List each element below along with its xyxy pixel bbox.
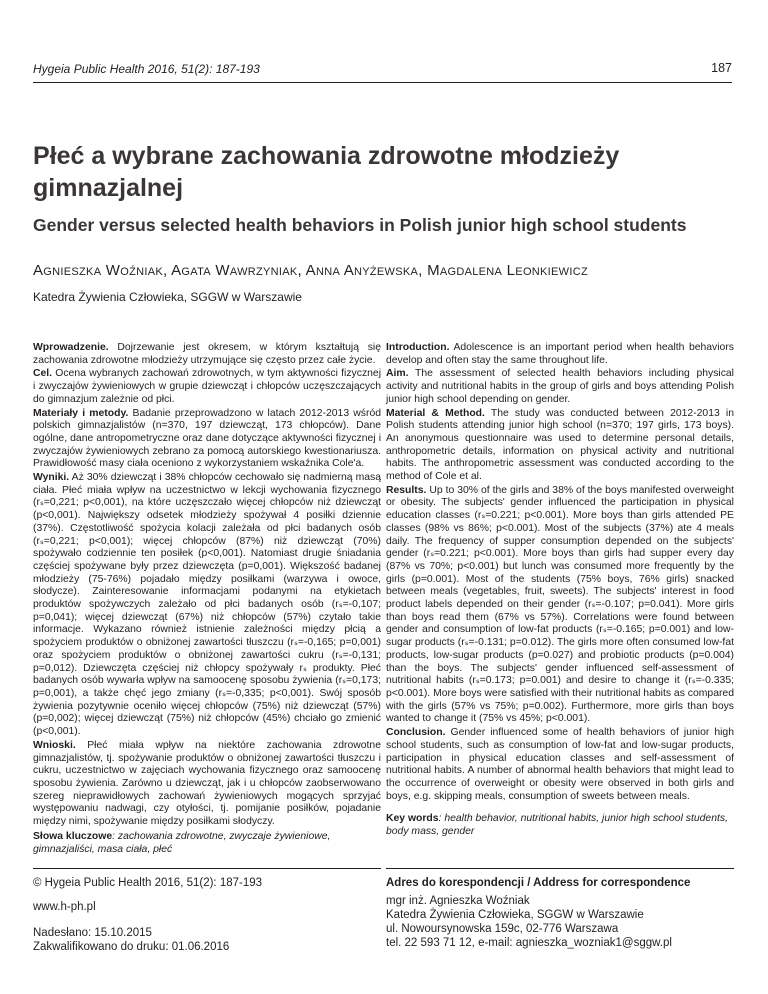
article-subtitle: Gender versus selected health behaviors in Polish junior high school students <box>33 215 687 235</box>
keywords-head: Słowa kluczowe <box>33 831 113 842</box>
keywords-english <box>386 813 734 838</box>
accepted-date: Zakwalifikowano do druku: 01.06.2016 <box>33 941 230 953</box>
authors: Agnieszka Woźniak, Agata Wawrzyniak, Anna Anyżewska, Magdalena Leonkiewicz <box>33 262 588 279</box>
section-text: Up to 30% of the girls and 38% of the boys manifested overweight or obesity. The subjects' gender influenced the participation in physical education classes (rₛ=0.221; p<0.001). More boys than girls attended PE classes (98% vs 86%; p<0.001). Most of the subjects (37%) ate 4 meals daily. The frequency of supper consumption depended on the subjects' gender (rₛ=0.221; p<0.001). More boys than girls had supper every day (87% vs 70%; p<0.001) but lunch was consumed more frequently by the girls (p=0.001). Most of the students (75% boys, 76% girls) snacked between meals (vegetables, fruit, sweets). The subjects' interest in food product labels depended on their gender (rₛ=-0.107; p=0.041). More girls than boys read them (67% vs 57%). Correlations were found between gender and consumption of low-fat products (rₛ=-0.165; p=0.001) and low-sugar products (rₛ=-0.131; p=0.012). The girls more often consumed low-fat products, low-sugar products (p=0.027) and probiotic products (p=0.004) than the boys. The subjects' gender influenced self-assessment of nutritional habits (rₛ=0.173; p=0.001) and desire to change it (rₛ=-0.335; p<0.001). More boys were satisfied with their nutritional habits as compared with the girls (57% vs 75%; p=0.002). Furthermore, more girls than boys wanted to change it (75% vs 45%; p<0.001). <box>386 484 734 725</box>
affiliation: Katedra Żywienia Człowieka, SGGW w Warszawie <box>33 290 302 304</box>
keywords-text: : health behavior, nutritional habits, junior high school students, body mass, gender <box>386 813 728 838</box>
correspondence-contact: tel. 22 593 71 12, e-mail: agnieszka_wozniak1@sggw.pl <box>386 937 672 949</box>
abstract-polish <box>33 342 381 830</box>
section-head: Aim. <box>386 368 409 380</box>
footer-rule-right <box>386 868 734 869</box>
correspondence-name: mgr inż. Agnieszka Woźniak <box>386 895 530 907</box>
page-number: 187 <box>711 61 732 75</box>
section-head: Cel. <box>33 368 53 380</box>
abstract-en-conclusion <box>386 727 734 803</box>
abstract-english <box>386 342 734 840</box>
section-head: Materiały i metody. <box>33 407 129 419</box>
section-text: The assessment of selected health behaviors including physical activity and nutritional habits in the group of girls and boys attending Polish junior high school depending on gender. <box>386 368 734 405</box>
section-text: Ocena wybranych zachowań zdrowotnych, w tym aktywności fizycznej i zwyczajów żywieniowych w grupie dziewcząt i chłopców uczęszczających do gimnazjum zależnie od płci. <box>33 368 381 405</box>
section-text: Dojrzewanie jest okresem, w którym kształtują się zachowania zdrowotne młodzieży utrzymujące się często przez całe życie. <box>33 342 381 366</box>
correspondence-heading: Adres do korespondencji / Address for correspondence <box>386 877 691 889</box>
abstract-pl-intro <box>33 342 381 367</box>
section-text: Płeć miała wpływ na niektóre zachowania zdrowotne gimnazjalistów, tj. spożywanie produktów o obniżonej zawartości tłuszczu i cukru, uczestnictwo w zajęciach wychowania fizycznego oraz samoocenę sposobu żywienia. Zarówno u dziewcząt, jak i u chłopców zaobserwowano szereg nieprawidłowych zachowań żywieniowych mogących sprzyjać występowaniu nadwagi, czy otyłości, tj. pomijanie posiłków, pojadanie między nimi, spożywanie między posiłkami słodyczy. <box>33 739 381 828</box>
section-text: The study was conducted between 2012-2013 in Polish students attending junior high school (n=370; 197 girls, 173 boys). An anonymous questionnaire was used to determine personal details, anthropometric details, information on physical activity and nutritional habits. The anthropometric assessment was conducted according to the method of Cole et al. <box>386 407 735 483</box>
abstract-en-intro <box>386 342 734 367</box>
keywords-text: : zachowania zdrowotne, zwyczaje żywieniowe, gimnazjaliści, masa ciała, płeć <box>33 831 331 855</box>
abstract-pl-results <box>33 472 381 739</box>
abstract-pl-conclusions <box>33 740 381 829</box>
section-head: Wyniki. <box>33 472 70 484</box>
correspondence-street: ul. Nowoursynowska 159c, 02-776 Warszawa <box>386 923 619 935</box>
section-head: Wnioski. <box>33 739 76 751</box>
copyright: © Hygeia Public Health 2016, 51(2): 187-193 <box>33 877 263 889</box>
abstract-en-results <box>386 485 734 726</box>
section-text: Gender influenced some of health behaviors of junior high school students, such as consumption of low-fat and low-sugar products, participation in physical education classes and self-assessment of nutritional habits. A number of abnormal health behaviors that might lead to the occurrence of overweight or obesity were observed in both girls and boys, e.g. skipping meals, consumption of sweets between meals. <box>386 727 734 802</box>
section-text: Aż 30% dziewcząt i 38% chłopców cechowało się nadmierną masą ciała. Płeć miała wpływ na uczestnictwo w lekcji wychowania fizycznego (rₛ=0,221; p<0,001), na które uczęszczało więcej chłopców niż dziewcząt (p<0,001). Największy odsetek młodzieży spożywał 4 posiłki dziennie (37%). Częstotliwość spożycia kolacji zależała od płci badanych osób (rₛ=0,221; p<0,001); więcej chłopców (87%) niż dziewcząt (70%) spożywało codziennie ten posiłek (p<0,001). Natomiast drugie śniadania częściej spożywane były przez dziewczęta (p=0,001). Większość badanej młodzieży (75-76%) pojadało między posiłkami (warzywa i owoce, słodycze). Zainteresowanie informacjami podanymi na etykietach produktów spożywczych zależało od płci badanych osób (rₛ=-0,107; p=0,041); więcej dziewcząt (67%) niż chłopców (57%) czytało takie informacje. Wykazano również istnienie zależności między płcią a spożyciem produktów o obniżonej zawartości tłuszczu (rₛ=-0,165; p=0,001) oraz spożyciem produktów o obniżonej zawartości cukru (rₛ=-0,131; p=0,012). Dziewczęta częściej niż chłopcy spożywały rₛ produkty. Płeć badanych osób wywarła wpływ na samoocenę sposobu żywienia (rₛ=0,173; p=0,001), a także chęć jego zmiany (rₛ=-0,335; p<0,001). Swój sposób żywienia pozytywnie oceniło więcej chłopców (75%) niż dziewcząt (57%) (p=0,002); więcej dziewcząt (75%) niż chłopców (45%) chciało go zmienić (p<0,001). <box>33 472 381 738</box>
section-text: Badanie przeprowadzono w latach 2012-2013 wśród polskich gimnazjalistów (n=370, 197 dziewcząt, 173 chłopców). Dane ogólne, dane antropometryczne oraz dane dotyczące aktywności fizycznej i zwyczajów żywieniowych zebrano za pomocą autorskiego kwestionariusza. Prawidłowość masy ciała oceniono z wykorzystaniem wskaźnika Cole'a. <box>33 407 381 470</box>
keywords-polish <box>33 830 381 856</box>
section-head: Wprowadzenie. <box>33 342 109 353</box>
correspondence-dept: Katedra Żywienia Człowieka, SGGW w Warszawie <box>386 909 644 921</box>
abstract-pl-methods <box>33 408 381 472</box>
section-head: Introduction. <box>386 342 450 353</box>
article-title: Płeć a wybrane zachowania zdrowotne młodzieży gimnazjalnej <box>33 142 620 202</box>
publication-info <box>33 876 262 954</box>
keywords-head: Key words <box>386 813 439 825</box>
website-link[interactable]: www.h-ph.pl <box>33 901 96 913</box>
correspondence <box>386 876 690 950</box>
received-date: Nadesłano: 15.10.2015 <box>33 927 152 939</box>
section-head: Conclusion. <box>386 727 446 739</box>
journal-citation: Hygeia Public Health 2016, 51(2): 187-193 <box>33 62 260 76</box>
footer-rule-left <box>33 868 381 869</box>
abstract-en-aim <box>386 368 734 406</box>
abstract-en-methods <box>386 408 734 484</box>
header-rule <box>33 82 732 83</box>
section-head: Material & Method. <box>386 407 485 419</box>
section-head: Results. <box>386 484 427 496</box>
abstract-pl-aim <box>33 368 381 406</box>
section-text: Adolescence is an important period when health behaviors develop and often stay the same throughout life. <box>386 342 734 366</box>
